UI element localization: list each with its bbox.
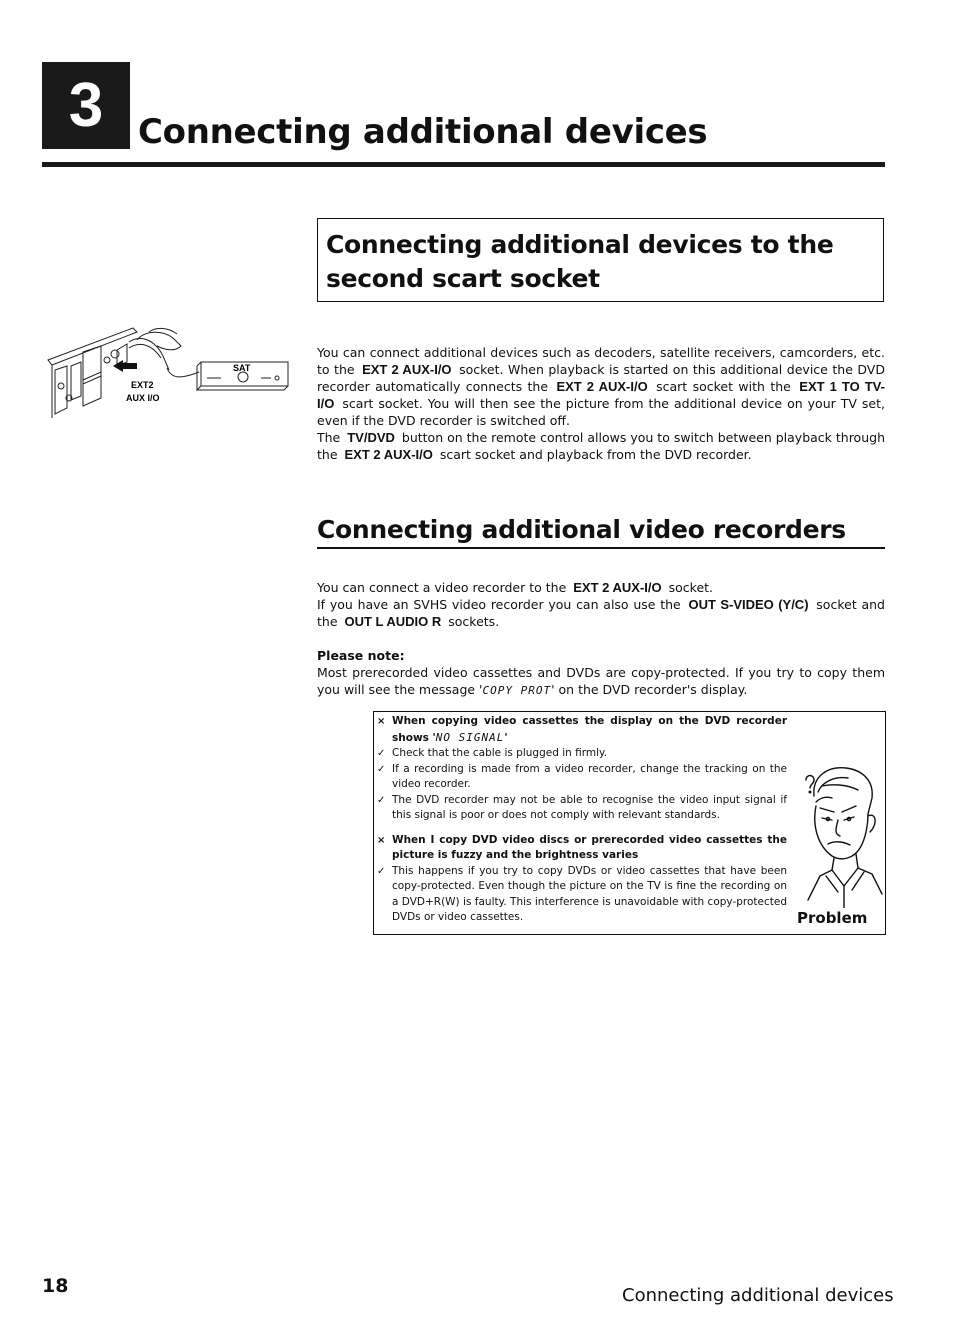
display-message: COPY PROT: [482, 684, 552, 697]
socket-name: EXT 2 AUX-I/O: [573, 580, 662, 595]
chapter-number: 3: [68, 71, 104, 140]
socket-name: EXT 2 AUX-I/O: [344, 447, 433, 462]
spacer: [317, 630, 885, 647]
section2-paragraph: If you have an SVHS video recorder you can also use the OUT S-VIDEO (Y/C) socket and the OUT L AUDIO R sockets.: [317, 597, 885, 629]
problem-answer: ✓ The DVD recorder may not be able to recognise the video input signal if this signal is poor or does not comply with relevant standards.: [377, 793, 787, 821]
footer-title: Connecting additional devices: [622, 1285, 894, 1306]
problem-question: × When I copy DVD video discs or prerecorded video cassettes the picture is fuzzy and the brightness varies: [377, 833, 787, 861]
problem-question: × When copying video cassettes the display on the DVD recorder shows 'NO SIGNAL': [377, 715, 787, 744]
sat-label: SAT: [233, 363, 251, 373]
chapter-rule: [42, 162, 885, 167]
confused-man-icon: [792, 762, 884, 908]
section2-title: Connecting additional video recorders: [317, 515, 846, 544]
note-text: Most prerecorded video cassettes and DVDs are copy-protected. If you try to copy them you will see the message 'COPY PROT' on the DVD recorder's display.: [317, 665, 885, 697]
section2-rule: [317, 547, 885, 549]
display-message: NO SIGNAL: [435, 730, 505, 744]
chapter-number-box: [42, 62, 130, 149]
socket-name: EXT 1 TO TV-I/O: [317, 379, 885, 411]
button-name: TV/DVD: [347, 430, 395, 445]
socket-name: EXT 2 AUX-I/O: [362, 362, 452, 377]
socket-name: OUT S-VIDEO (Y/C): [688, 597, 809, 612]
problem-label: Problem: [797, 909, 868, 927]
page-number: 18: [42, 1275, 69, 1297]
cross-icon: ×: [377, 716, 386, 727]
section1-body: [317, 344, 885, 463]
ext2-label: EXT2: [131, 380, 154, 390]
problem-answer: ✓ If a recording is made from a video recorder, change the tracking on the video recorder.: [377, 762, 787, 790]
chapter-title: Connecting additional devices: [138, 112, 708, 152]
problem-answer: ✓ Check that the cable is plugged in firmly.: [377, 746, 787, 762]
section2-paragraph: You can connect a video recorder to the EXT 2 AUX-I/O socket.: [317, 580, 714, 595]
problem-list: [377, 714, 787, 926]
check-icon: ✓: [377, 763, 386, 775]
problem-answer: ✓ This happens if you try to copy DVDs or video cassettes that have been copy-protected. Even though the picture on the TV is fine the recording on a DVD+R(W) is faulty. This interference is unavoidable with copy-protected DVDs or video cassettes.: [377, 864, 787, 923]
section1-paragraph: The TV/DVD button on the remote control allows you to switch between playback through the EXT 2 AUX-I/O scart socket and playback from the DVD recorder.: [317, 430, 885, 462]
check-icon: ✓: [377, 865, 386, 877]
cross-icon: ×: [377, 834, 386, 846]
connection-illustration: [45, 322, 295, 422]
socket-name: EXT 2 AUX-I/O: [556, 379, 648, 394]
socket-name: OUT L AUDIO R: [344, 614, 442, 629]
section1-paragraph: You can connect additional devices such as decoders, satellite receivers, camcorders, etc. to the EXT 2 AUX-I/O socket. When playback is started on this additional device the DVD recorder automatically connects the EXT 2 AUX-I/O scart socket with the EXT 1 TO TV-I/O scart socket. You will then see the picture from the additional device on your TV set, even if the DVD recorder is switched off.: [317, 345, 885, 428]
section1-title: Connecting additional devices to the second scart socket: [326, 230, 834, 293]
note-label: Please note:: [317, 648, 405, 663]
section2-body: [317, 579, 885, 699]
check-icon: ✓: [377, 794, 386, 806]
check-icon: ✓: [377, 748, 386, 759]
aux-io-label: AUX I/O: [126, 393, 160, 403]
